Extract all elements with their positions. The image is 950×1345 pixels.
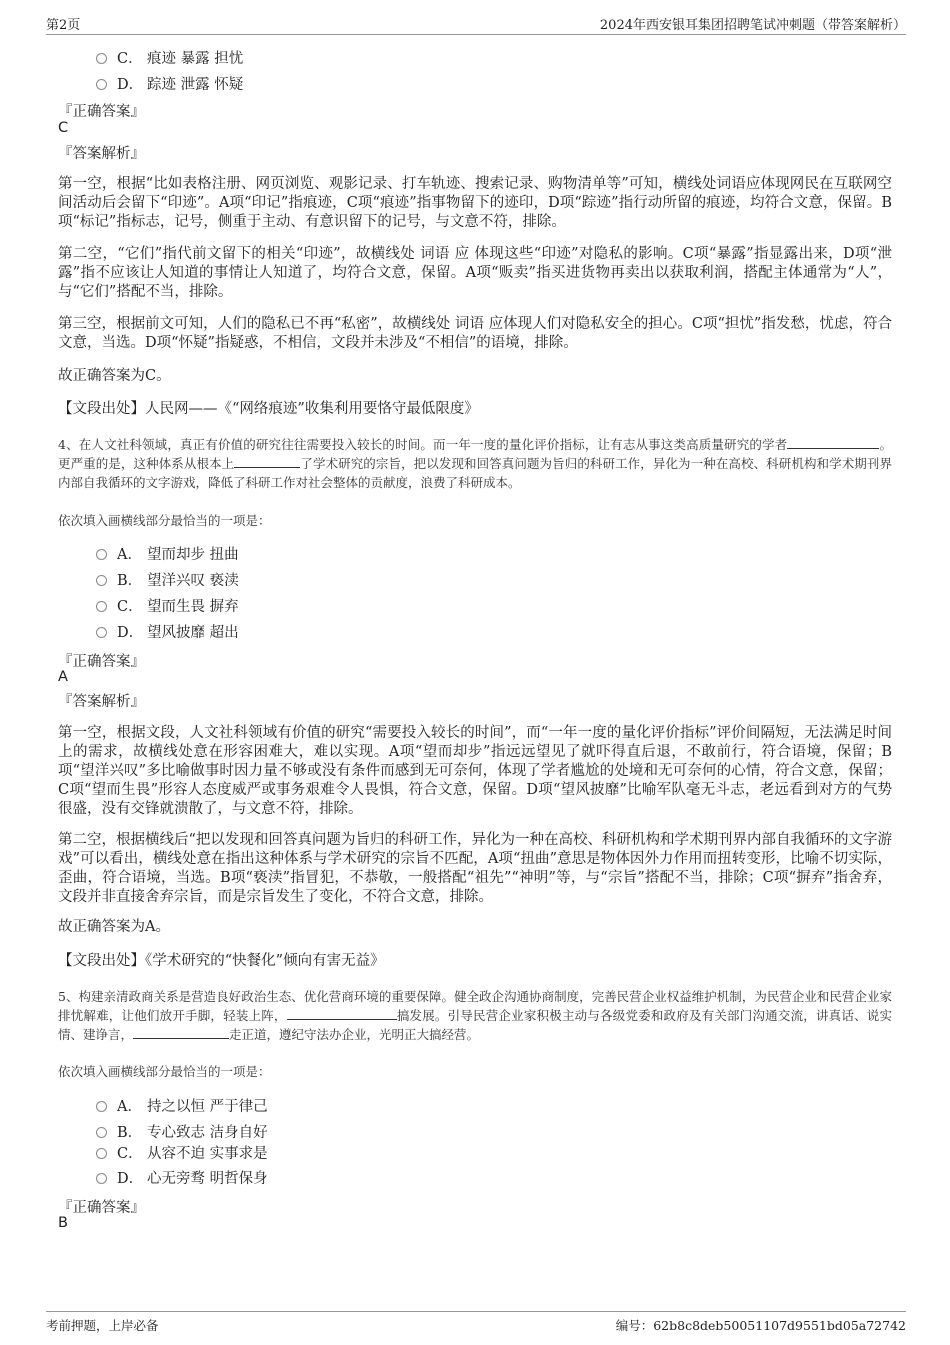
radio-icon[interactable] <box>96 1148 107 1159</box>
analysis-label: 『答案解析』 <box>58 146 145 162</box>
conclusion: 故正确答案为A。 <box>58 919 170 935</box>
blank <box>287 1007 397 1020</box>
q4-option-c[interactable]: C． 望而生畏 摒弃 <box>96 595 239 615</box>
answer-label: 『正确答案』 <box>58 104 145 120</box>
radio-icon[interactable] <box>96 1127 107 1138</box>
analysis-paragraph: 第二空，“它们”指代前文留下的相关“印迹”，故横线处 词语 应 体现这些“印迹”对隐私的影响。C项“暴露”指显露出来，D项“泄露”指不应该让人知道的事情让人知道了，均符合文意，保留。A项“贩卖”指买进货物再卖出以获取利润，搭配主体通常为“人”，与“它们”搭配不当，排除。 <box>58 246 892 300</box>
q4-option-b[interactable]: B． 望洋兴叹 亵渎 <box>96 569 239 589</box>
analysis-paragraph: 第一空，根据“比如表格注册、网页浏览、观影记录、打车轨迹、搜索记录、购物清单等”可知，横线处词语应体现网民在互联网空间活动后会留下“印迹”。A项“印记”指痕迹，C项“痕迹”指事物留下的迹印，D项“踪迹”指行动所留的痕迹，均符合文意，保留。B项“标记”指标志，记号，侧重于主动、有意识留下的记号，与文意不符，排除。 <box>58 176 892 230</box>
blank <box>234 455 300 468</box>
question-instruction: 依次填入画横线部分最恰当的一项是： <box>58 513 271 528</box>
answer-value: B <box>58 1215 68 1231</box>
q4-option-a[interactable]: A． 望而却步 扭曲 <box>96 543 239 563</box>
analysis-paragraph: 第二空，根据横线后“把以发现和回答真问题为旨归的科研工作，异化为一种在高校、科研机构和学术期刊界内部自我循环的文字游戏”可以看出，横线处意在指出这种体系与学术研究的宗旨不匹配，A项“扭曲”意思是物体因外力作用而扭转变形，比喻不切实际，歪曲，符合语境，当选。B项“亵渎”指冒犯，不恭敬，一般搭配“祖先”“神明”等，与“宗旨”搭配不当，排除；C项“摒弃”指舍弃，文段并非直接舍弃宗旨，而是宗旨发生了变化，不符合文意，排除。 <box>58 832 892 905</box>
question-instruction: 依次填入画横线部分最恰当的一项是： <box>58 1064 271 1079</box>
radio-icon[interactable] <box>96 549 107 560</box>
q5-option-a[interactable]: A． 持之以恒 严于律己 <box>96 1095 268 1115</box>
blank <box>133 1026 229 1039</box>
answer-value: A <box>58 669 68 685</box>
source-citation: 【文段出处】人民网——《“网络痕迹”收集利用要恪守最低限度》 <box>58 401 479 417</box>
analysis-label: 『答案解析』 <box>58 694 145 710</box>
analysis-paragraph: 第一空，根据文段，人文社科领域有价值的研究“需要投入较长的时间”，而“一年一度的量化评价指标”评价间隔短，无法满足时间上的需求，故横线处意在形容困难大，难以实现。A项“望而却步”指远远望见了就吓得直后退，不敢前行，符合语境，保留；B项“望洋兴叹”多比喻做事时因力量不够或没有条件而感到无可奈何，体现了学者尴尬的处境和无可奈何的心情，符合文意，保留；C项“望而生畏”形容人态度威严或事务艰难令人畏惧，符合文意，保留。D项“望风披靡”比喻军队毫无斗志，老远看到对方的气势很盛，没有交锋就溃散了，与文意不符，排除。 <box>58 725 892 817</box>
question-stem: 4、在人文社科领域，真正有价值的研究往往需要投入较长的时间。而一年一度的量化评价指标，让有志从事这类高质量研究的学者 。更严重的是，这种体系从根本上 了学术研究的宗旨，把以发现和回答真问题为旨归的科研工作，异化为一种在高校、科研机构和学术期刊界内部自我循环的文字游戏，降低了科研工作对社会整体的贡献度，浪费了科研成本。 <box>58 437 892 490</box>
q4-option-d[interactable]: D． 望风披靡 超出 <box>96 621 239 641</box>
radio-icon[interactable] <box>96 575 107 586</box>
conclusion: 故正确答案为C。 <box>58 368 171 384</box>
footer-slogan: 考前押题，上岸必备 <box>46 1318 159 1333</box>
q5-option-c[interactable]: C． 从容不迫 实事求是 <box>96 1142 268 1162</box>
q5-option-b[interactable]: B． 专心致志 洁身自好 <box>96 1121 268 1141</box>
document-id: 编号：62b8c8deb50051107d9551bd05a72742 <box>615 1318 906 1333</box>
page-footer <box>46 1311 906 1336</box>
page-header <box>46 12 906 35</box>
answer-value: C <box>58 120 69 136</box>
source-citation: 【文段出处】《学术研究的“快餐化”倾向有害无益》 <box>58 953 385 969</box>
document-title: 2024年西安银耳集团招聘笔试冲刺题（带答案解析） <box>599 18 906 33</box>
radio-icon[interactable] <box>96 1173 107 1184</box>
question-stem: 5、构建亲清政商关系是营造良好政治生态、优化营商环境的重要保障。健全政企沟通协商制度，完善民营企业权益维护机制，为民营企业和民营企业家排忧解难，让他们放开手脚，轻装上阵， 搞发展。引导民营企业家积极主动与各级党委和政府及有关部门沟通交流，讲真话、说实情、建诤言， 走正道，遵纪守法办企业，光明正大搞经营。 <box>58 989 892 1042</box>
answer-label: 『正确答案』 <box>58 1200 145 1216</box>
radio-icon[interactable] <box>96 79 107 90</box>
radio-icon[interactable] <box>96 601 107 612</box>
page-number: 第2页 <box>46 18 81 33</box>
blank <box>787 436 879 449</box>
radio-icon[interactable] <box>96 1101 107 1112</box>
analysis-paragraph: 第三空，根据前文可知，人们的隐私已不再“私密”，故横线处 词语 应体现人们对隐私安全的担心。C项“担忧”指发愁，忧虑，符合文意，当选。D项“怀疑”指疑惑，不相信，文段并未涉及“不相信”的语境，排除。 <box>58 316 892 351</box>
q3-option-d[interactable]: D． 踪迹 泄露 怀疑 <box>96 73 243 93</box>
radio-icon[interactable] <box>96 627 107 638</box>
radio-icon[interactable] <box>96 53 107 64</box>
q3-option-c[interactable]: C． 痕迹 暴露 担忧 <box>96 47 243 67</box>
answer-label: 『正确答案』 <box>58 654 145 670</box>
q5-option-d[interactable]: D． 心无旁骛 明哲保身 <box>96 1167 268 1187</box>
